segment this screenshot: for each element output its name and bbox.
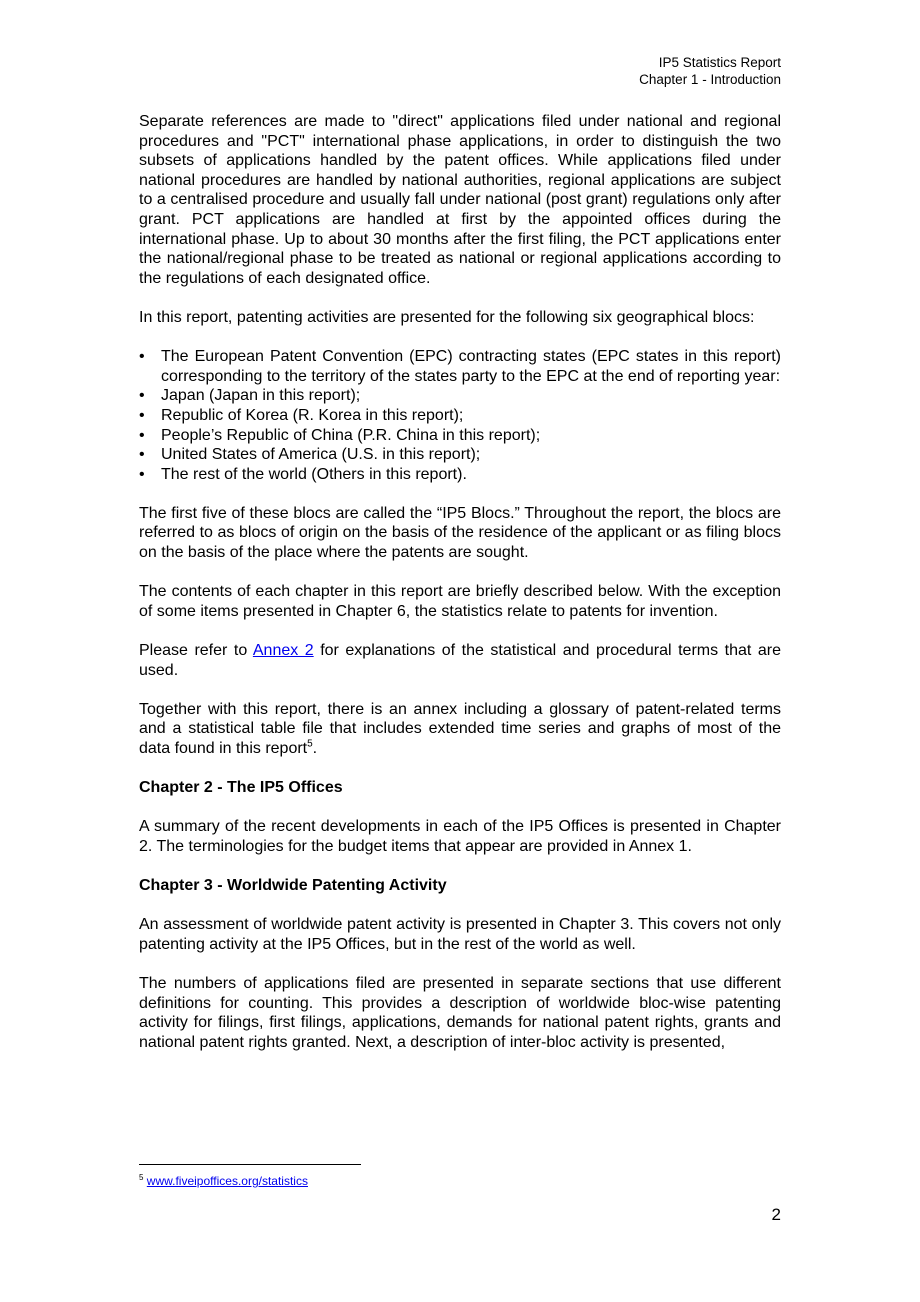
paragraph-ip5-blocs: The first five of these blocs are called the “IP5 Blocs.” Throughout the report, the blocs are referred to as blocs of origin on the basis of the residence of the applicant or as filing blocs on the basis of the place where the patents are sought. (139, 504, 781, 562)
statistics-link[interactable]: www.fiveipoffices.org/statistics (146, 1174, 308, 1188)
page-number: 2 (771, 1205, 781, 1224)
bullet-icon: • (139, 348, 145, 366)
paragraph-chapter-2: A summary of the recent developments in each of the IP5 Offices is presented in Chapter 2. The terminologies for the budget items that appear are provided in Annex 1. (139, 818, 781, 855)
list-item: • Republic of Korea (R. Korea in this report); (139, 406, 464, 424)
bullet-icon: • (139, 406, 145, 424)
paragraph-chapter-3-counting: The numbers of applications filed are presented in separate sections that use different definitions for counting. This provides a description of worldwide bloc-wise patenting activity for filings, first filings, applications, demands for national patent rights, grants and national patent rights granted. Next, a description of inter-bloc activity is presented, (139, 975, 781, 1051)
paragraph-blocs-intro: In this report, patenting activities are presented for the following six geographical blocs: (139, 308, 755, 326)
header-report-title: IP5 Statistics Report (658, 55, 781, 70)
list-item: • The European Patent Convention (EPC) contracting states (EPC states in this report) corresponding to the territory of the states party to the EPC at the end of reporting year: (139, 348, 781, 385)
footnote-divider (139, 1164, 361, 1165)
page-header (639, 54, 781, 88)
paragraph-chapter-3-assessment: An assessment of worldwide patent activity is presented in Chapter 3. This covers not only patenting activity at the IP5 Offices, but in the rest of the world as well. (139, 916, 781, 953)
bullet-icon: • (139, 426, 145, 444)
blocs-list (139, 347, 781, 484)
annex-2-link[interactable]: Annex 2 (252, 642, 314, 660)
paragraph-chapter-contents: The contents of each chapter in this report are briefly described below. With the exception of some items presented in Chapter 6, the statistics relate to patents for invention. (139, 583, 781, 620)
footnote-number: 5 (139, 1173, 144, 1182)
chapter-2-heading: Chapter 2 - The IP5 Offices (139, 779, 343, 797)
bullet-icon: • (139, 387, 145, 405)
paragraph-annex-glossary: Together with this report, there is an annex including a glossary of patent-related terms and a statistical table file that includes extended time series and graphs of most of the data found in this report$^5$. (139, 700, 781, 757)
page-body (139, 112, 781, 1072)
chapter-3-heading: Chapter 3 - Worldwide Patenting Activity (139, 877, 447, 895)
paragraph-direct-pct: Separate references are made to "direct" applications filed under national and regional procedures and "PCT" international phase applications, in order to distinguish the two subsets of applications handled by the patent offices. While applications filed under national procedures are handled by national authorities, regional applications are subject to a centralised procedure and usually fall under national (post grant) regulations only after grant. PCT applications are handled at first by the appointed offices during the international phase. Up to about 30 months after the first filing, the PCT applications enter the national/regional phase to be treated as national or regional applications according to the regulations of each designated office. (139, 113, 781, 287)
footnote-reference: 5 (307, 738, 313, 750)
header-chapter-title: Chapter 1 - Introduction (639, 72, 781, 87)
list-item: • United States of America (U.S. in this report); (139, 446, 481, 464)
bullet-icon: • (139, 446, 145, 464)
bullet-icon: • (139, 465, 145, 483)
footnote (139, 1174, 308, 1189)
paragraph-annex-reference: Please refer to Annex 2 for explanations of the statistical and procedural terms that are used. (139, 642, 781, 679)
list-item: • People’s Republic of China (P.R. China in this report); (139, 426, 541, 444)
list-item: • The rest of the world (Others in this report). (139, 465, 467, 483)
list-item: • Japan (Japan in this report); (139, 387, 361, 405)
